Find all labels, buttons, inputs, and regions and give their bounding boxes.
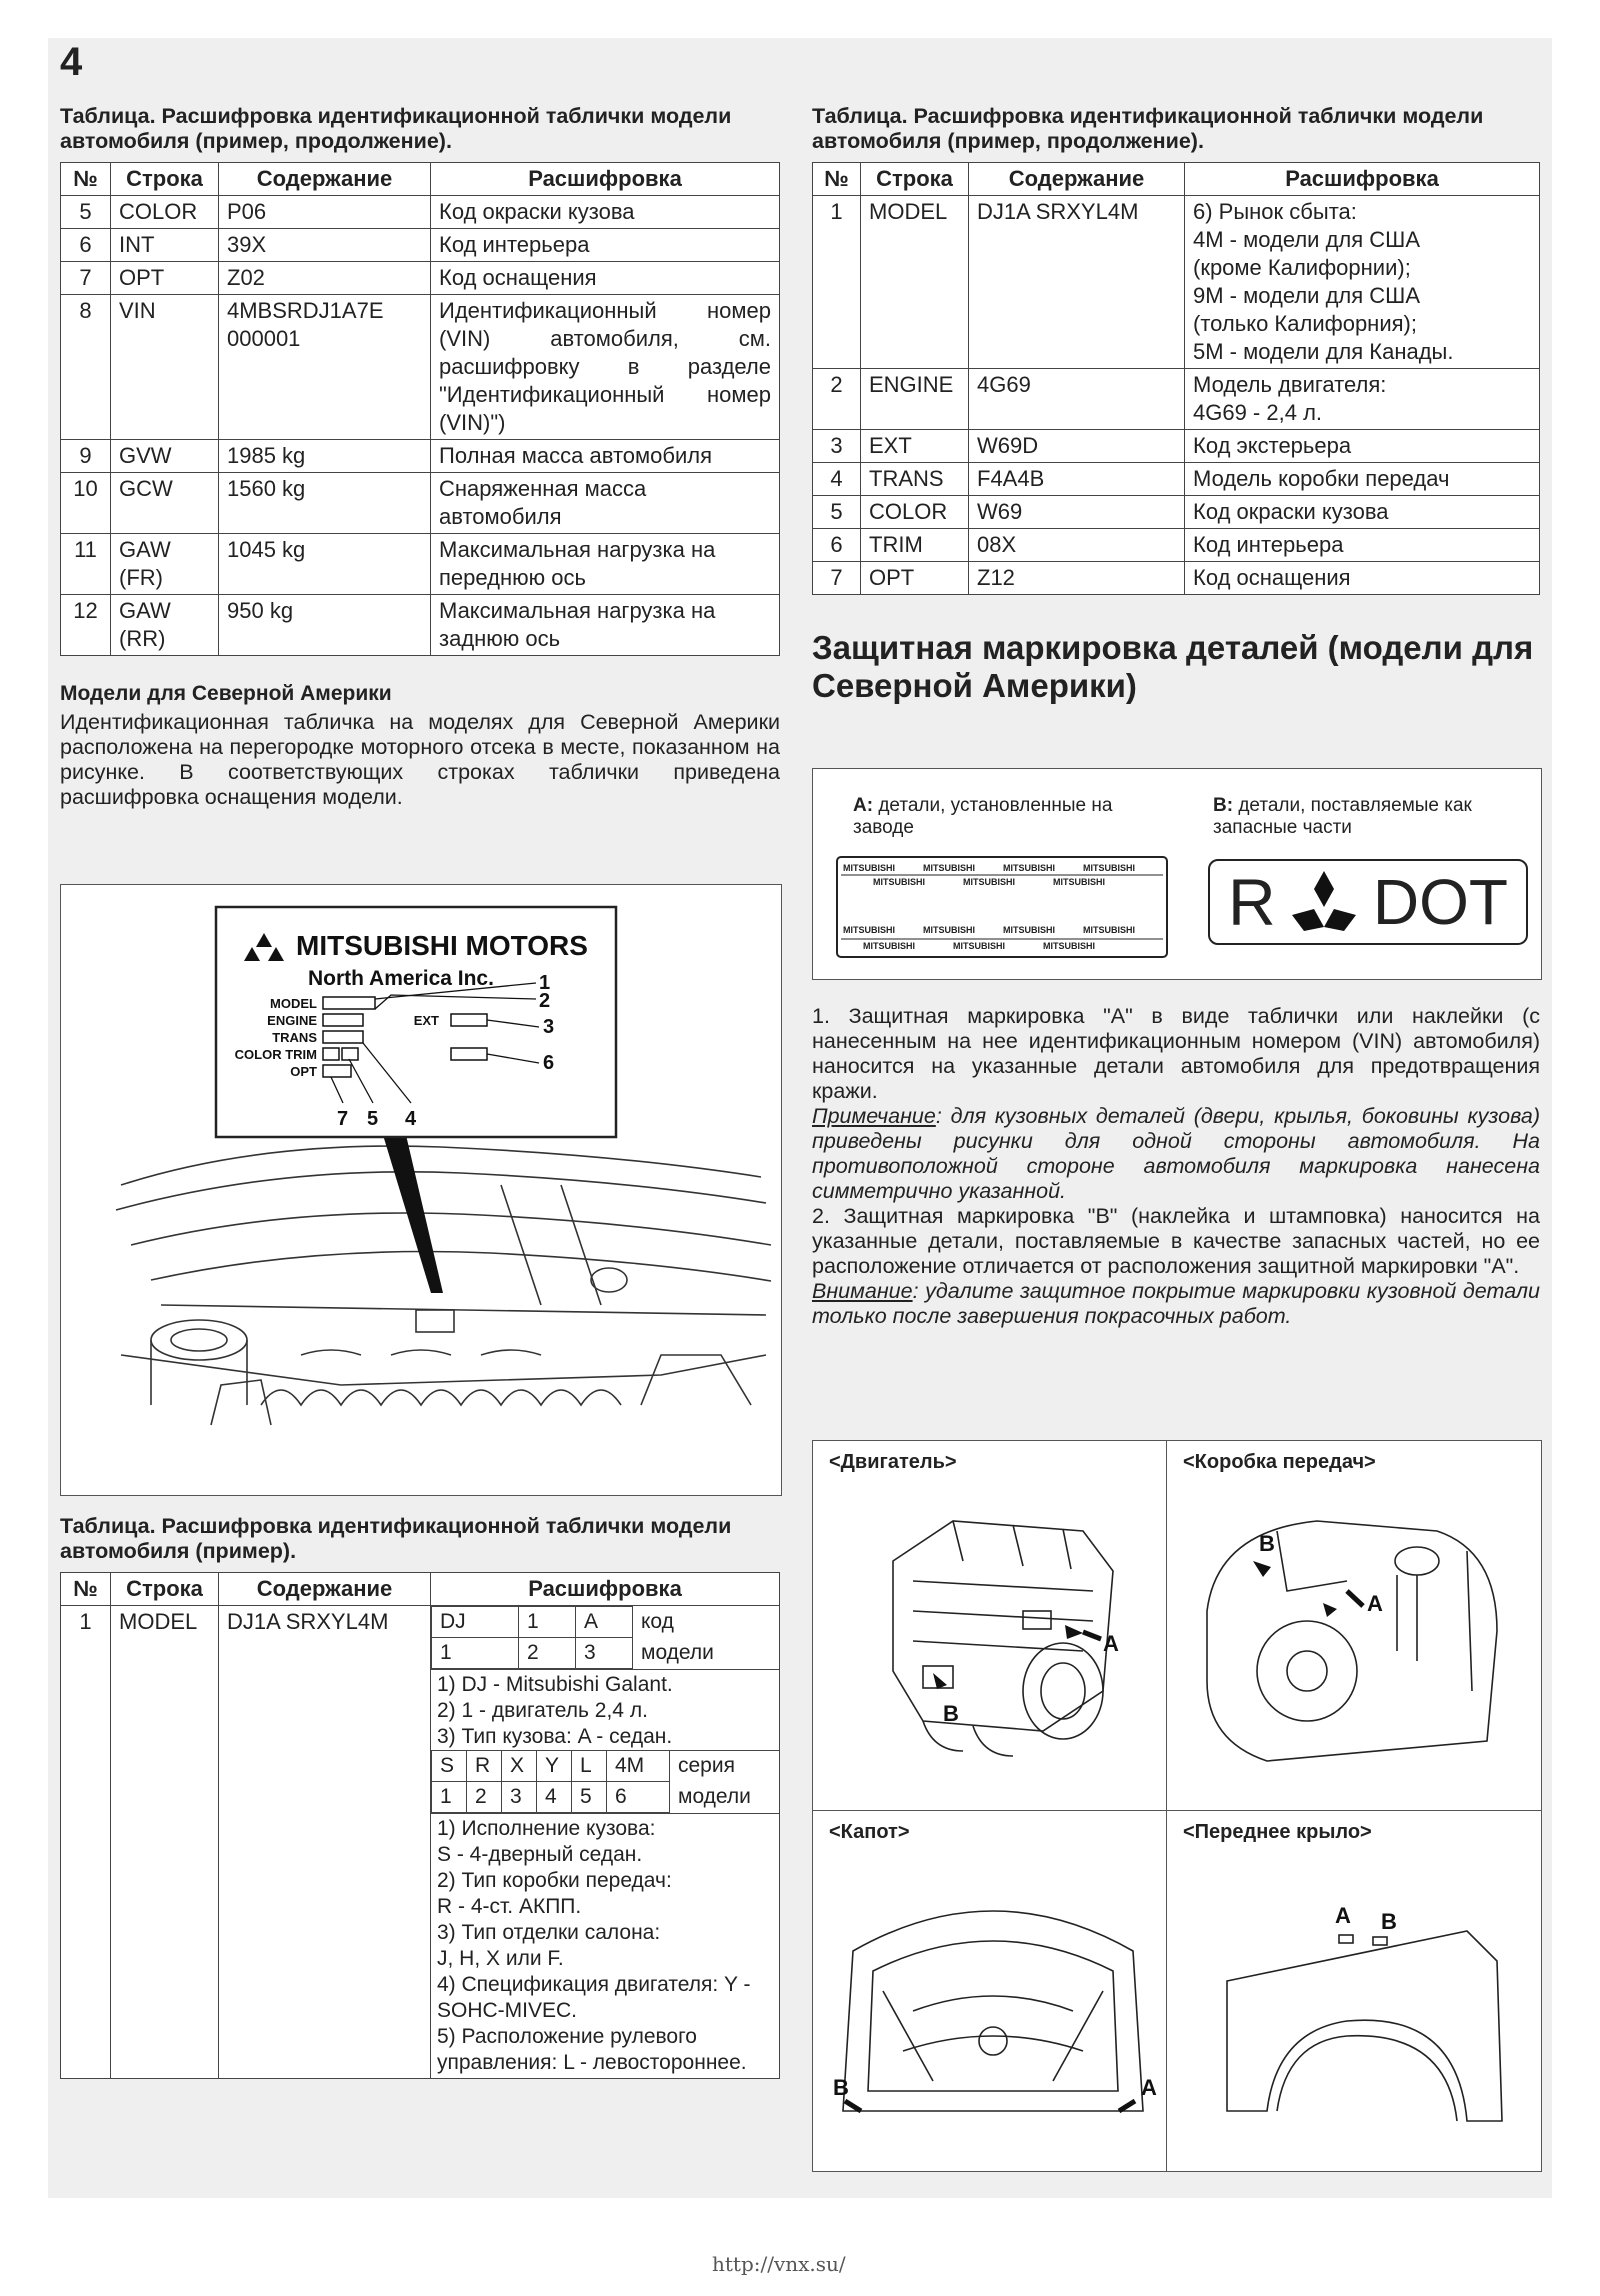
row-no: 7: [61, 262, 111, 295]
row-no: 7: [813, 562, 861, 595]
decode-line: 4G69 - 2,4 л.: [1193, 400, 1323, 425]
table-row: [813, 430, 1540, 463]
id-plate-table-continued-2: [812, 162, 1540, 595]
plate-callout-3: 3: [543, 1016, 555, 1038]
code-label: серия: [678, 1754, 735, 1777]
code-index: 2: [467, 1782, 502, 1813]
row-decoding: [1185, 369, 1540, 430]
note-label: Примечание: [812, 1104, 936, 1128]
table-row: [813, 562, 1540, 595]
row-content: DJ1A SRXYL4M: [969, 196, 1185, 369]
row-no: 2: [813, 369, 861, 430]
row-no: 12: [61, 595, 111, 656]
header-no: №: [813, 163, 861, 196]
row-content: W69: [969, 496, 1185, 529]
section-heading: Защитная маркировка деталей (модели для Северной Америки): [812, 629, 1534, 704]
fender-mark-a: A: [1335, 1903, 1351, 1928]
row-content: 950 kg: [219, 595, 431, 656]
code-index: 3: [576, 1638, 633, 1669]
left-column: [60, 104, 780, 810]
paragraph-2: 2. Защитная маркировка "В" (наклейка и штамповка) наносится на указанные детали, поставляемые в качестве запасных частей, но ее расположение отличается от расположения защитной маркировки "А".: [812, 1204, 1540, 1278]
code-index: 3: [502, 1782, 537, 1813]
decode-line: 3) Тип кузова: A - седан.: [437, 1725, 673, 1748]
code-index: 1: [432, 1638, 519, 1669]
sticker-text: MITSUBISHI: [873, 877, 926, 887]
row-no: 3: [813, 430, 861, 463]
row-no: 1: [813, 196, 861, 369]
mitsubishi-logo-icon: [1286, 869, 1362, 935]
sticker-text: MITSUBISHI: [863, 941, 916, 951]
code-cell: S: [432, 1751, 467, 1782]
model-code-decoding-2: [431, 1813, 779, 2078]
sticker-a-image: [833, 853, 1173, 963]
row-line: GAW (RR): [111, 595, 219, 656]
row-line: INT: [111, 229, 219, 262]
decode-line: S - 4-дверный седан.: [437, 1843, 643, 1866]
model-code-decoding-1: [431, 1669, 779, 1750]
model-code-grid-1: [431, 1606, 779, 1669]
table-row: [61, 440, 780, 473]
transmission-title: <Коробка передач>: [1183, 1451, 1376, 1473]
header-decoding: Расшифровка: [1185, 163, 1540, 196]
row-content: 08X: [969, 529, 1185, 562]
hood-cell: [812, 1810, 1168, 2172]
plate-callout-2: 2: [539, 990, 551, 1012]
row-content: 39X: [219, 229, 431, 262]
code-label: код: [641, 1609, 674, 1633]
row-line: ENGINE: [861, 369, 969, 430]
right-column: [812, 104, 1540, 705]
row-line: GVW: [111, 440, 219, 473]
row-no: 1: [61, 1606, 111, 2079]
table-row: [813, 369, 1540, 430]
table-row: [813, 496, 1540, 529]
sticker-text: MITSUBISHI: [1083, 925, 1136, 935]
plate-brand: MITSUBISHI MOTORS: [296, 930, 588, 961]
row-content: Z02: [219, 262, 431, 295]
row-decoding: Код окраски кузова: [431, 196, 780, 229]
row-line: GAW (FR): [111, 534, 219, 595]
label-b-text: детали, поставляемые как запасные части: [1213, 795, 1472, 838]
row-decoding: Снаряженная масса автомобиля: [431, 473, 780, 534]
warning-paragraph: [812, 1279, 1540, 1329]
row-line: EXT: [861, 430, 969, 463]
row-no: 6: [813, 529, 861, 562]
row-content: 1045 kg: [219, 534, 431, 595]
decode-line: 1) Исполнение кузова:: [437, 1817, 656, 1840]
decode-line: R - 4-ст. АКПП.: [437, 1895, 582, 1918]
note-paragraph: [812, 1104, 1540, 1204]
row-decoding: Код оснащения: [1185, 562, 1540, 595]
sticker-text: MITSUBISHI: [843, 925, 896, 935]
sticker-text: MITSUBISHI: [1053, 877, 1106, 887]
row-line: MODEL: [861, 196, 969, 369]
hood-mark-b: B: [833, 2075, 849, 2100]
table-row: [61, 595, 780, 656]
engine-cell: [812, 1440, 1168, 1812]
decode-line: 5) Расположение рулевого управления: L - левостороннее.: [437, 2025, 747, 2074]
label-a-caption: [853, 795, 1153, 839]
fender-illustration: [1167, 1811, 1541, 2171]
code-index: 1: [432, 1782, 467, 1813]
table-row: [813, 196, 1540, 369]
code-cell: Y: [537, 1751, 572, 1782]
row-line: COLOR: [111, 196, 219, 229]
stamp-dot-text: DOT: [1372, 866, 1508, 938]
engine-mark-b: B: [943, 1701, 959, 1726]
row-no: 11: [61, 534, 111, 595]
fender-title: <Переднее крыло>: [1183, 1821, 1372, 1843]
label-a-letter: А:: [853, 795, 874, 816]
row-decoding: Код оснащения: [431, 262, 780, 295]
table-row: [813, 463, 1540, 496]
row-content: 4G69: [969, 369, 1185, 430]
id-plate-example-table: [60, 1572, 780, 2079]
engine-mark-a: A: [1103, 1631, 1119, 1656]
row-decoding: Полная масса автомобиля: [431, 440, 780, 473]
row-no: 5: [813, 496, 861, 529]
decode-line: (только Калифорния);: [1193, 311, 1417, 336]
table-caption: Таблица. Расшифровка идентификационной таблички модели автомобиля (пример).: [60, 1514, 732, 1563]
row-content: DJ1A SRXYL4M: [219, 1606, 431, 2079]
warning-label: Внимание: [812, 1279, 913, 1303]
row-decoding: Код интерьера: [1185, 529, 1540, 562]
row-line: TRIM: [861, 529, 969, 562]
row-decoding: [1185, 196, 1540, 369]
table-row: [813, 529, 1540, 562]
row-line: OPT: [861, 562, 969, 595]
row-line: GCW: [111, 473, 219, 534]
decode-line: 4M - модели для США: [1193, 227, 1420, 252]
row-decoding: Максимальная нагрузка на заднюю ось: [431, 595, 780, 656]
plate-label-opt: OPT: [290, 1064, 317, 1079]
row-content: 1560 kg: [219, 473, 431, 534]
header-decoding: Расшифровка: [431, 1573, 780, 1606]
row-decoding: [431, 1606, 780, 2079]
row-no: 8: [61, 295, 111, 440]
sticker-text: MITSUBISHI: [923, 863, 976, 873]
table-header: [61, 1573, 780, 1606]
transmission-mark-a: A: [1367, 1591, 1383, 1616]
marking-labels-figure: [812, 768, 1542, 980]
paragraph-1: 1. Защитная маркировка "А" в виде таблички или наклейки (с нанесенным на нее идентификационным номером (VIN) автомобиля) наносится на указанные детали автомобиля для предотвращения кражи.: [812, 1004, 1540, 1103]
table-row: [61, 534, 780, 595]
header-content: Содержание: [219, 163, 431, 196]
engine-bay-illustration: [61, 885, 781, 1495]
row-no: 10: [61, 473, 111, 534]
row-decoding: Максимальная нагрузка на переднюю ось: [431, 534, 780, 595]
code-label: модели: [678, 1784, 751, 1808]
sticker-text: MITSUBISHI: [1083, 863, 1136, 873]
header-no: №: [61, 1573, 111, 1606]
warning-text: : удалите защитное покрытие маркировки кузовной детали только после завершения покрасочных работ.: [812, 1279, 1540, 1328]
row-content: 1985 kg: [219, 440, 431, 473]
plate-callout-7: 7: [337, 1108, 349, 1130]
model-code-grid-2: [431, 1750, 779, 1813]
row-no: 4: [813, 463, 861, 496]
stamp-r-letter: R: [1228, 865, 1276, 939]
footer-url: http://vnx.su/: [712, 2252, 846, 2276]
plate-label-engine: ENGINE: [267, 1013, 317, 1028]
plate-callout-5: 5: [367, 1108, 379, 1130]
decode-line: (кроме Калифорнии);: [1193, 255, 1411, 280]
sticker-text: MITSUBISHI: [1003, 863, 1056, 873]
hood-title: <Капот>: [829, 1821, 910, 1843]
plate-label-trans: TRANS: [272, 1030, 317, 1045]
sticker-text: MITSUBISHI: [923, 925, 976, 935]
plate-callout-6: 6: [543, 1052, 555, 1074]
table-row: [61, 295, 780, 440]
row-line: MODEL: [111, 1606, 219, 2079]
row-decoding: Код интерьера: [431, 229, 780, 262]
stamp-b-image: [1208, 859, 1528, 945]
table-caption: Таблица. Расшифровка идентификационной таблички модели автомобиля (пример, продолжение).: [60, 104, 732, 153]
code-cell: L: [572, 1751, 607, 1782]
row-no: 6: [61, 229, 111, 262]
table-header: [61, 163, 780, 196]
row-line: VIN: [111, 295, 219, 440]
header-line: Строка: [111, 1573, 219, 1606]
header-line: Строка: [111, 163, 219, 196]
table-row: [61, 262, 780, 295]
table-row: [61, 1606, 780, 2079]
sticker-text: MITSUBISHI: [953, 941, 1006, 951]
decode-line: 4) Спецификация двигателя: Y - SOHC-MIVEC.: [437, 1973, 751, 2022]
row-content: W69D: [969, 430, 1185, 463]
plate-label-ext: EXT: [413, 1013, 439, 1028]
header-decoding: Расшифровка: [431, 163, 780, 196]
decode-line: J, H, X или F.: [437, 1947, 564, 1970]
sticker-text: MITSUBISHI: [963, 877, 1016, 887]
label-b-letter: В:: [1213, 795, 1234, 816]
code-cell: A: [576, 1607, 633, 1638]
table-row: [61, 196, 780, 229]
row-content: 4MBSRDJ1A7E 000001: [219, 295, 431, 440]
decode-line: 3) Тип отделки салона:: [437, 1921, 661, 1944]
label-b-caption: [1213, 795, 1523, 839]
row-no: 9: [61, 440, 111, 473]
hood-illustration: [813, 1811, 1167, 2171]
sticker-text: MITSUBISHI: [1043, 941, 1096, 951]
header-content: Содержание: [969, 163, 1185, 196]
row-content: Z12: [969, 562, 1185, 595]
row-line: OPT: [111, 262, 219, 295]
code-index: 4: [537, 1782, 572, 1813]
row-no: 5: [61, 196, 111, 229]
example-table-block: [60, 1514, 780, 2079]
row-line: TRANS: [861, 463, 969, 496]
code-cell: 4M: [607, 1751, 670, 1782]
code-label: модели: [641, 1640, 714, 1664]
transmission-illustration: [1167, 1441, 1541, 1811]
plate-callout-4: 4: [405, 1108, 417, 1130]
north-america-text: Идентификационная табличка на моделях для Северной Америки расположена на перегородке моторного отсека в месте, показанном на рисунке. В соответствующих строках таблички приведена расшифровка оснащения модели.: [60, 710, 780, 809]
decode-line: Модель двигателя:: [1193, 372, 1387, 397]
plate-label-model: MODEL: [270, 996, 317, 1011]
transmission-mark-b: B: [1259, 1531, 1275, 1556]
code-cell: 1: [519, 1607, 576, 1638]
transmission-cell: [1166, 1440, 1542, 1812]
hood-mark-a: A: [1141, 2075, 1157, 2100]
engine-title: <Двигатель>: [829, 1451, 957, 1473]
header-content: Содержание: [219, 1573, 431, 1606]
code-index: 6: [607, 1782, 670, 1813]
plate-callout-1: 1: [539, 972, 551, 994]
sticker-text: MITSUBISHI: [843, 863, 896, 873]
decode-line: 5M - модели для Канады.: [1193, 339, 1454, 364]
note-text: : для кузовных деталей (двери, крылья, боковины кузова) приведены рисунки для одной стороны автомобиля. На противоположной стороне автомобиля маркировка нанесена симметрично указанной.: [812, 1104, 1540, 1203]
id-plate-location-figure: [60, 884, 782, 1496]
header-no: №: [61, 163, 111, 196]
table-row: [61, 473, 780, 534]
plate-label-color-trim: COLOR TRIM: [234, 1047, 317, 1062]
code-cell: X: [502, 1751, 537, 1782]
fender-mark-b: B: [1381, 1909, 1397, 1934]
fender-cell: [1166, 1810, 1542, 2172]
marking-description: [812, 1004, 1540, 1329]
row-decoding: Код экстерьера: [1185, 430, 1540, 463]
code-cell: R: [467, 1751, 502, 1782]
table-header: [813, 163, 1540, 196]
table-row: [61, 229, 780, 262]
row-decoding: Идентификационный номер (VIN) автомобиля, см. расшифровку в разделе "Идентификационный номер (VIN)"): [431, 295, 780, 440]
row-content: P06: [219, 196, 431, 229]
decode-line: 6) Рынок сбыта:: [1193, 199, 1357, 224]
decode-line: 1) DJ - Mitsubishi Galant.: [437, 1673, 673, 1696]
north-america-heading: Модели для Северной Америки: [60, 682, 392, 705]
label-a-text: детали, установленные на заводе: [853, 795, 1113, 838]
code-index: 5: [572, 1782, 607, 1813]
decode-line: 9M - модели для США: [1193, 283, 1420, 308]
code-index: 2: [519, 1638, 576, 1669]
row-content: F4A4B: [969, 463, 1185, 496]
sticker-text: MITSUBISHI: [1003, 925, 1056, 935]
id-plate-table-continued: [60, 162, 780, 656]
row-decoding: Код окраски кузова: [1185, 496, 1540, 529]
row-line: COLOR: [861, 496, 969, 529]
header-line: Строка: [861, 163, 969, 196]
plate-subtitle: North America Inc.: [308, 967, 494, 990]
engine-illustration: [813, 1441, 1167, 1811]
code-cell: DJ: [432, 1607, 519, 1638]
row-decoding: Модель коробки передач: [1185, 463, 1540, 496]
page-number: 4: [60, 40, 83, 84]
decode-line: 2) 1 - двигатель 2,4 л.: [437, 1699, 648, 1722]
decode-line: 2) Тип коробки передач:: [437, 1869, 672, 1892]
table-caption: Таблица. Расшифровка идентификационной таблички модели автомобиля (пример, продолжение).: [812, 104, 1484, 153]
